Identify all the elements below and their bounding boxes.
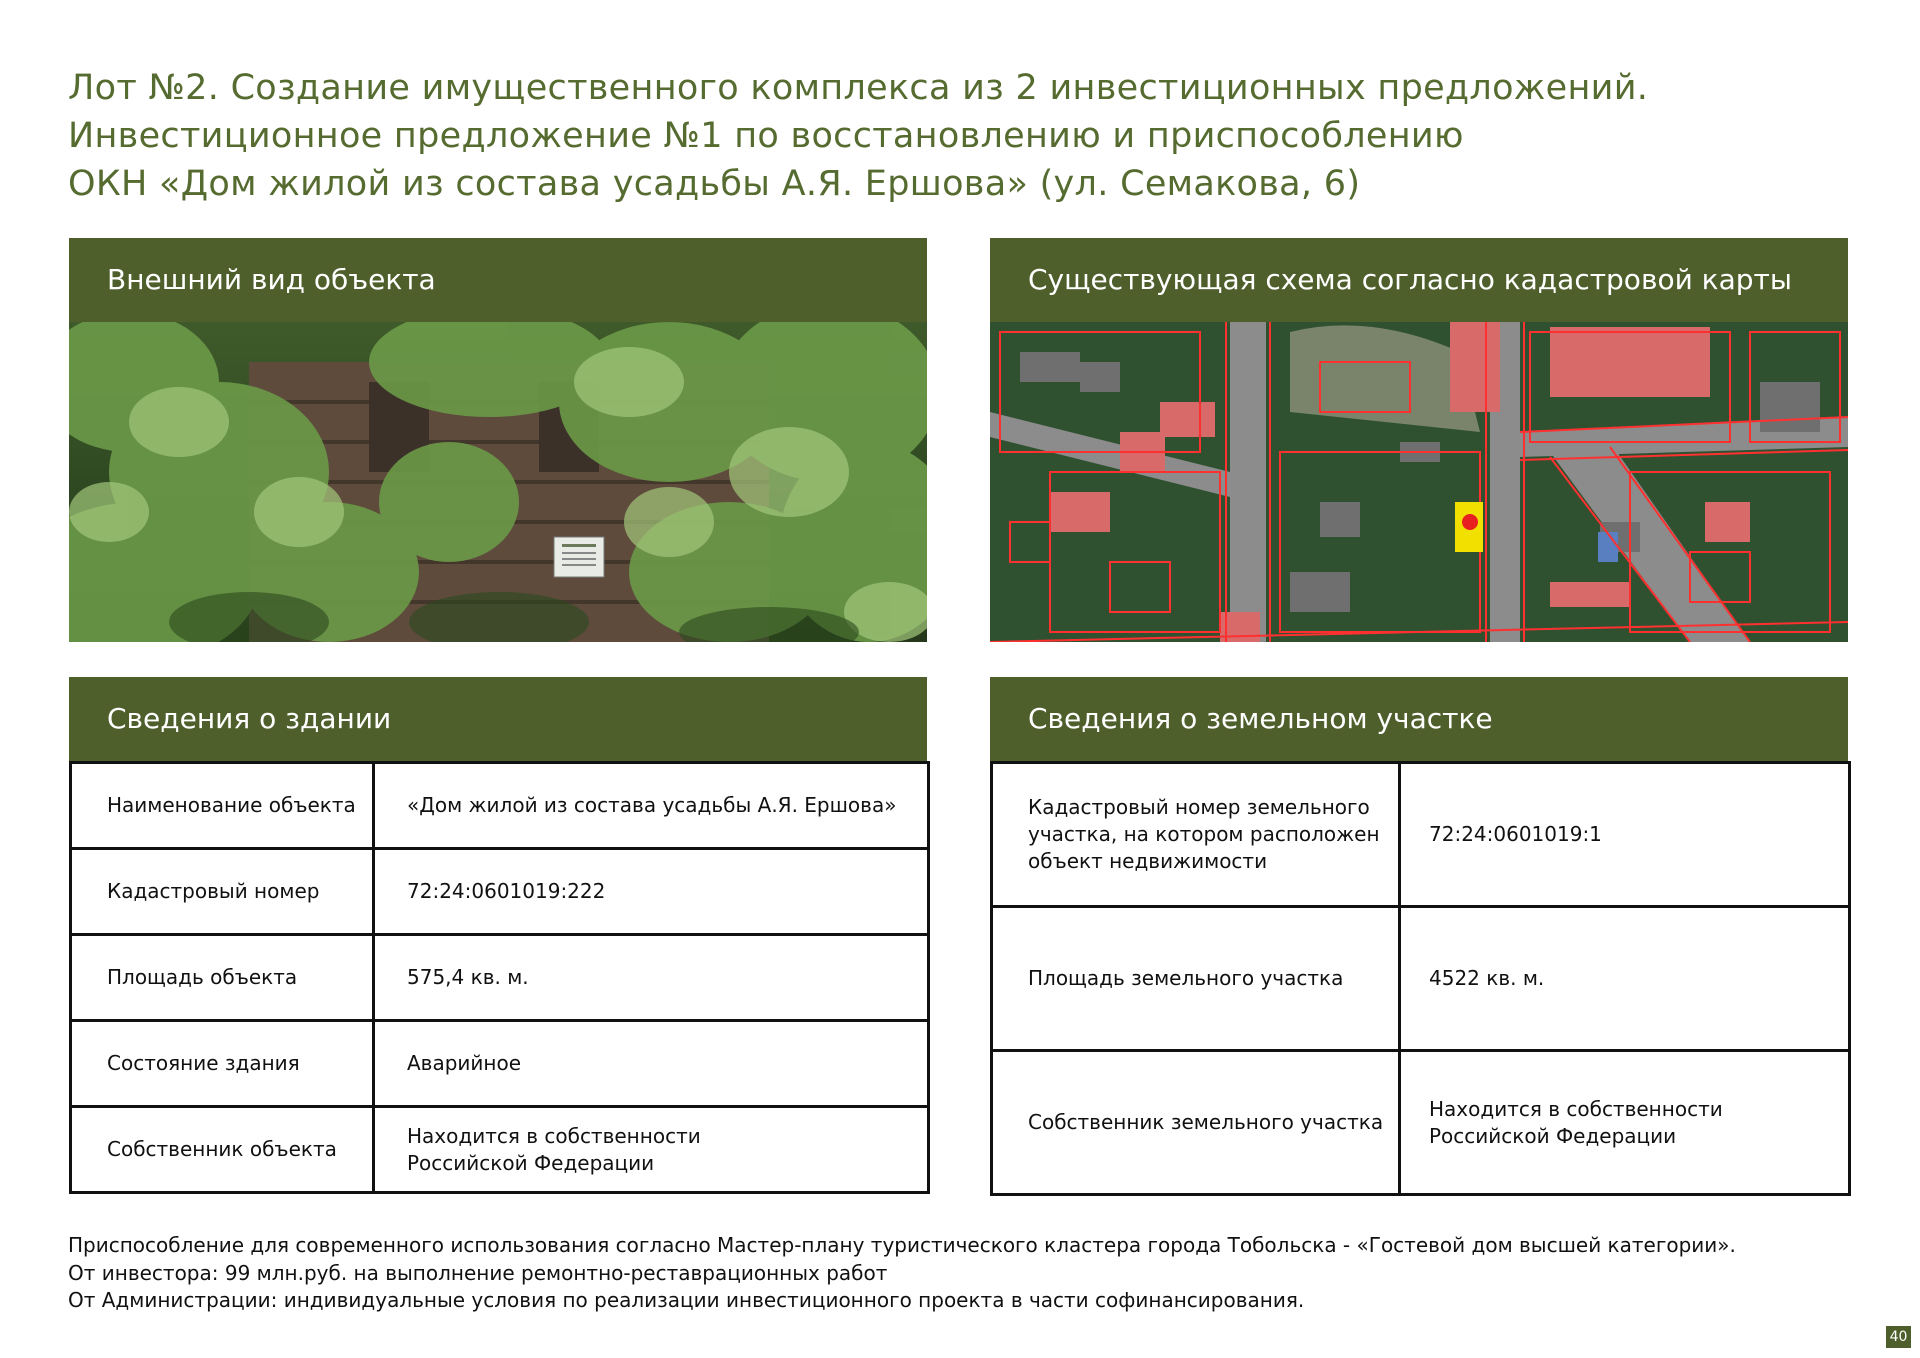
land-area-label: Площадь земельного участка	[992, 907, 1400, 1051]
footer-line-2: От инвестора: 99 млн.руб. на выполнение ремонтно-реставрационных работ	[68, 1260, 888, 1285]
land-cadastral-label-line-3: объект недвижимости	[1028, 849, 1268, 873]
table-row	[992, 763, 1850, 907]
exterior-heading: Внешний вид объекта	[69, 238, 927, 322]
title-line-1: Лот №2. Создание имущественного комплекса из 2 инвестиционных предложений.	[68, 68, 1649, 108]
building-owner-value-line-2: Российской Федерации	[407, 1150, 655, 1175]
land-info-table	[990, 761, 1851, 1196]
land-owner-value	[1400, 1051, 1850, 1195]
building-area-label: Площадь объекта	[71, 935, 374, 1021]
land-info-heading: Сведения о земельном участке	[990, 677, 1848, 761]
cadastral-map-heading: Существующая схема согласно кадастровой карты	[990, 238, 1848, 322]
title-line-3: ОКН «Дом жилой из состава усадьбы А.Я. Ершова» (ул. Семакова, 6)	[68, 164, 1361, 204]
land-owner-value-line-1: Находится в собственности	[1429, 1096, 1723, 1121]
table-row	[71, 1107, 929, 1193]
building-name-value: «Дом жилой из состава усадьбы А.Я. Ершова»	[374, 763, 929, 849]
building-name-label: Наименование объекта	[71, 763, 374, 849]
cadastral-map-image	[990, 322, 1848, 642]
table-row	[992, 1051, 1850, 1195]
footer-line-1: Приспособление для современного использования согласно Мастер-плану туристического кластера города Тобольска - «Гостевой дом высшей категории».	[68, 1233, 1736, 1257]
land-owner-value-line-2: Российской Федерации	[1429, 1123, 1677, 1148]
building-info-heading: Сведения о здании	[69, 677, 927, 761]
exterior-photo	[69, 322, 927, 642]
building-cadastral-value: 72:24:0601019:222	[374, 849, 929, 935]
building-condition-value: Аварийное	[374, 1021, 929, 1107]
exterior-photo-drawing	[69, 322, 927, 642]
land-cadastral-value: 72:24:0601019:1	[1400, 763, 1850, 907]
footer-line-3: От Администрации: индивидуальные условия по реализации инвестиционного проекта в части софинансирования.	[68, 1288, 1305, 1312]
table-row	[71, 849, 929, 935]
building-area-value: 575,4 кв. м.	[374, 935, 929, 1021]
land-owner-label: Собственник земельного участка	[992, 1051, 1400, 1195]
building-cadastral-label: Кадастровый номер	[71, 849, 374, 935]
table-row	[71, 1021, 929, 1107]
building-owner-value	[374, 1107, 929, 1193]
table-row	[71, 935, 929, 1021]
land-cadastral-label-line-2: участка, на котором расположен	[1028, 822, 1380, 846]
building-owner-label: Собственник объекта	[71, 1107, 374, 1193]
building-info-table	[69, 761, 930, 1194]
footer-notes	[68, 1232, 1736, 1315]
building-condition-label: Состояние здания	[71, 1021, 374, 1107]
cadastral-map-drawing	[990, 322, 1848, 642]
table-row	[992, 907, 1850, 1051]
page-title	[68, 64, 1648, 208]
title-line-2: Инвестиционное предложение №1 по восстановлению и приспособлению	[68, 116, 1464, 156]
page-number: 40	[1886, 1326, 1911, 1348]
land-area-value: 4522 кв. м.	[1400, 907, 1850, 1051]
building-owner-value-line-1: Находится в собственности	[407, 1123, 701, 1148]
land-cadastral-label-line-1: Кадастровый номер земельного	[1028, 795, 1370, 819]
table-row	[71, 763, 929, 849]
land-cadastral-label	[992, 763, 1400, 907]
